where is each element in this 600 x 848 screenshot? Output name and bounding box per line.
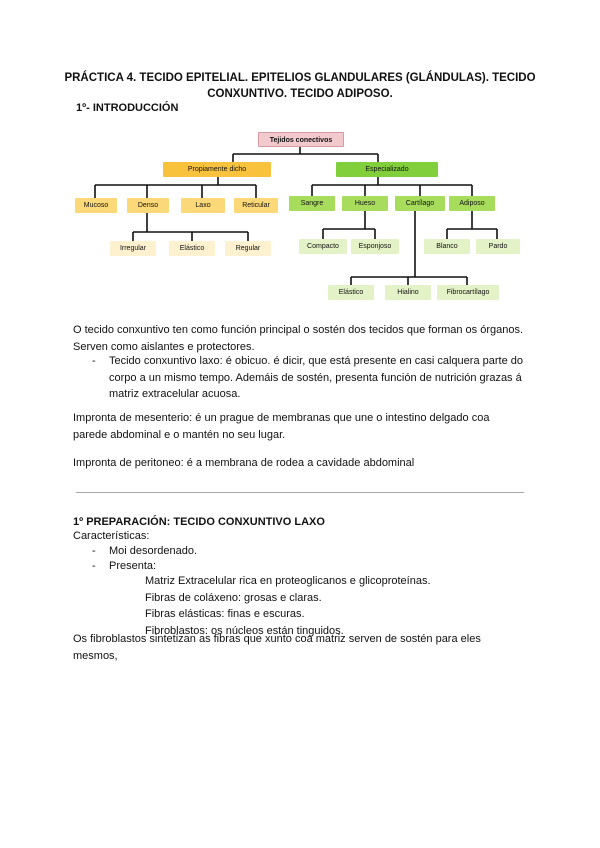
node-denso: Denso: [127, 198, 169, 213]
title-line-1: PRÁCTICA 4. TECIDO EPITELIAL. EPITELIOS GLANDULARES (GLÁNDULAS). TECIDO: [64, 72, 536, 84]
sublist-presenta: [145, 573, 431, 639]
node-irregular: Irregular: [110, 241, 156, 256]
document-title: [60, 70, 540, 102]
node-laxo: Laxo: [181, 198, 225, 213]
node-regular: Regular: [225, 241, 271, 256]
node-especializado: Especializado: [336, 162, 438, 177]
intro-paragraph-mesenterio: [73, 410, 489, 443]
item-presenta: Presenta:: [109, 560, 157, 572]
section-heading-intro: 1º- INTRODUCCIÓN: [76, 102, 179, 114]
bullet-dash: -: [92, 545, 96, 557]
node-blanco: Blanco: [424, 239, 470, 254]
node-hueso: Hueso: [342, 196, 388, 211]
node-pardo: Pardo: [476, 239, 520, 254]
intro-bullet-laxo: [109, 353, 523, 403]
bullet-laxo-line3: matriz extracelular acuosa.: [109, 388, 241, 400]
closing-line1: Os fibroblastos sintetizan as fibras que xunto coa matriz serven de sostén para eles: [73, 633, 481, 645]
caracteristicas-label: Características:: [73, 530, 150, 542]
node-tejidos-conectivos: Tejidos conectivos: [258, 132, 344, 147]
item-moi-desordenado: Moi desordenado.: [109, 545, 198, 557]
node-adiposo: Adiposo: [449, 196, 495, 211]
closing-line2: mesmos,: [73, 649, 118, 662]
node-esponjoso: Esponjoso: [351, 239, 399, 254]
sub-colaxeno: Fibras de coláxeno: grosas e claras.: [145, 591, 322, 604]
intro-p1-line2: Serven como aislantes e protectores.: [73, 340, 255, 353]
sub-fibroblastos: Fibroblastos: os núcleos están tinguidos.: [145, 624, 344, 637]
intro-p1-line1: O tecido conxuntivo ten como función principal o sostén dos tecidos que forman os órganos.: [73, 324, 524, 336]
node-fibrocartilago: Fibrocartílago: [437, 285, 499, 300]
node-propiamente-dicho: Propiamente dicho: [163, 162, 271, 177]
title-line-2: CONXUNTIVO. TECIDO ADIPOSO.: [207, 88, 393, 100]
node-mucoso: Mucoso: [75, 198, 117, 213]
sub-elasticas: Fibras elásticas: finas e escuras.: [145, 608, 305, 620]
node-hialino: Hialino: [385, 285, 431, 300]
section-heading-preparacion: 1º PREPARACIÓN: TECIDO CONXUNTIVO LAXO: [73, 516, 325, 528]
sub-matriz: Matriz Extracelular rica en proteoglicanos e glicoproteínas.: [145, 575, 431, 587]
bullet-dash: -: [92, 560, 96, 572]
intro-paragraph-1: [73, 322, 523, 355]
node-cartilago: Cartílago: [395, 196, 445, 211]
closing-paragraph: [73, 631, 481, 664]
node-compacto: Compacto: [299, 239, 347, 254]
node-elastico-cartilago: Elástico: [328, 285, 374, 300]
mesenterio-line1: Impronta de mesenterio: é un prague de membranas que une o intestino delgado coa: [73, 412, 490, 424]
bullet-dash: -: [92, 355, 96, 367]
node-elastico-denso: Elástico: [169, 241, 215, 256]
bullet-laxo-line2: corpo a un mismo tempo. Ademáis de sostén, presenta función de nutrición grazas á: [109, 371, 522, 384]
section-divider: [76, 492, 524, 493]
bullet-laxo-line1: Tecido conxuntivo laxo: é obicuo. é dicir, que está presente en casi calquera parte do: [109, 355, 523, 367]
node-sangre: Sangre: [289, 196, 335, 211]
mesenterio-line2: parede abdominal e o mantén no seu lugar.: [73, 428, 286, 441]
intro-paragraph-peritoneo: Impronta de peritoneo: é a membrana de rodea a cavidade abdominal: [73, 457, 415, 469]
node-reticular: Reticular: [234, 198, 278, 213]
